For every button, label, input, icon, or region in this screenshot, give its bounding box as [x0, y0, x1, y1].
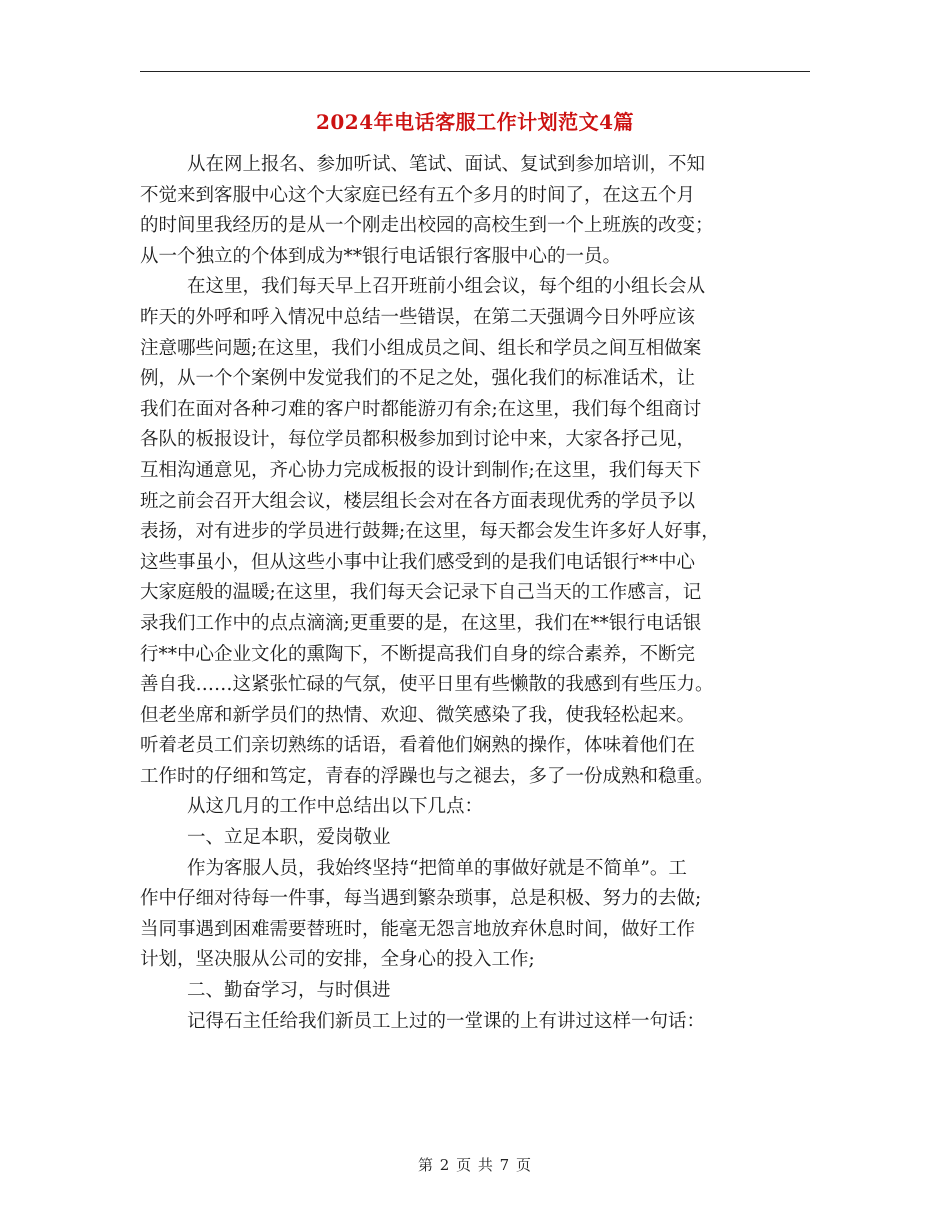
text-line: 注意哪些问题;在这里，我们小组成员之间、组长和学员之间互相做案 [140, 337, 702, 359]
text-line: 从在网上报名、参加听试、笔试、面试、复试到参加培训，不知 [187, 154, 706, 175]
text-line: 表扬，对有进步的学员进行鼓舞;在这里，每天都会发生许多好人好事， [140, 521, 720, 543]
text-line: 作为客服人员，我始终坚持“把简单的事做好就是不简单”。工 [187, 857, 687, 879]
text-line: 这些事虽小，但从这些小事中让我们感受到的是我们电话银行**中心 [140, 551, 696, 573]
text-line: 在这里，我们每天早上召开班前小组会议，每个组的小组长会从 [187, 276, 706, 298]
text-line: 班之前会召开大组会议，楼层组长会对在各方面表现优秀的学员予以 [140, 490, 696, 512]
text-line: 互相沟通意见，齐心协力完成板报的设计到制作;在这里，我们每天下 [140, 459, 702, 481]
text-line: 从这几月的工作中总结出以下几点： [187, 796, 484, 818]
text-line: 作中仔细对待每一件事，每当遇到繁杂琐事，总是积极、努力的去做; [140, 888, 702, 910]
header-rule [140, 71, 810, 72]
text-line: 记得石主任给我们新员工上过的一堂课的上有讲过这样一句话： [187, 1010, 706, 1032]
text-line: 当同事遇到困难需要替班时，能毫无怨言地放弃休息时间，做好工作 [140, 918, 696, 940]
text-line: 的时间里我经历的是从一个刚走出校园的高校生到一个上班族的改变； [140, 215, 714, 237]
text-line: 计划，坚决服从公司的安排，全身心的投入工作; [140, 949, 535, 971]
text-line: 二、勤奋学习，与时俱进 [187, 980, 391, 1002]
text-line: 听着老员工们亲切熟练的话语，看着他们娴熟的操作，体味着他们在 [140, 735, 696, 757]
text-line: 各队的板报设计，每位学员都积极参加到讨论中来，大家各抒己见， [140, 429, 696, 451]
document-title: 2024年电话客服工作计划范文4篇 [315, 110, 635, 134]
text-line: 善自我……这紧张忙碌的气氛，使平日里有些懒散的我感到有些压力。 [140, 674, 714, 696]
page-footer: 第 2 页 共 7 页 [418, 1156, 532, 1174]
document-body [140, 150, 810, 1037]
text-line: 录我们工作中的点点滴滴;更重要的是，在这里，我们在**银行电话银 [140, 612, 702, 634]
text-line: 例，从一个个案例中发觉我们的不足之处，强化我们的标准话术，让 [140, 368, 696, 390]
text-line: 工作时的仔细和笃定，青春的浮躁也与之褪去，多了一份成熟和稳重。 [140, 765, 714, 787]
text-line: 昨天的外呼和呼入情况中总结一些错误，在第二天强调今日外呼应该 [140, 306, 696, 328]
text-line: 不觉来到客服中心这个大家庭已经有五个多月的时间了，在这五个月 [140, 184, 696, 206]
text-line: 我们在面对各种刁难的客户时都能游刃有余;在这里，我们每个组商讨 [140, 398, 702, 420]
text-line: 一、立足本职，爱岗敬业 [187, 827, 391, 849]
text-line: 行**中心企业文化的熏陶下，不断提高我们自身的综合素养，不断完 [140, 643, 696, 665]
text-line: 但老坐席和新学员们的热情、欢迎、微笑感染了我，使我轻松起来。 [140, 704, 696, 726]
text-line: 大家庭般的温暖;在这里，我们每天会记录下自己当天的工作感言，记 [140, 582, 702, 604]
text-line: 从一个独立的个体到成为**银行电话银行客服中心的一员。 [140, 245, 622, 267]
